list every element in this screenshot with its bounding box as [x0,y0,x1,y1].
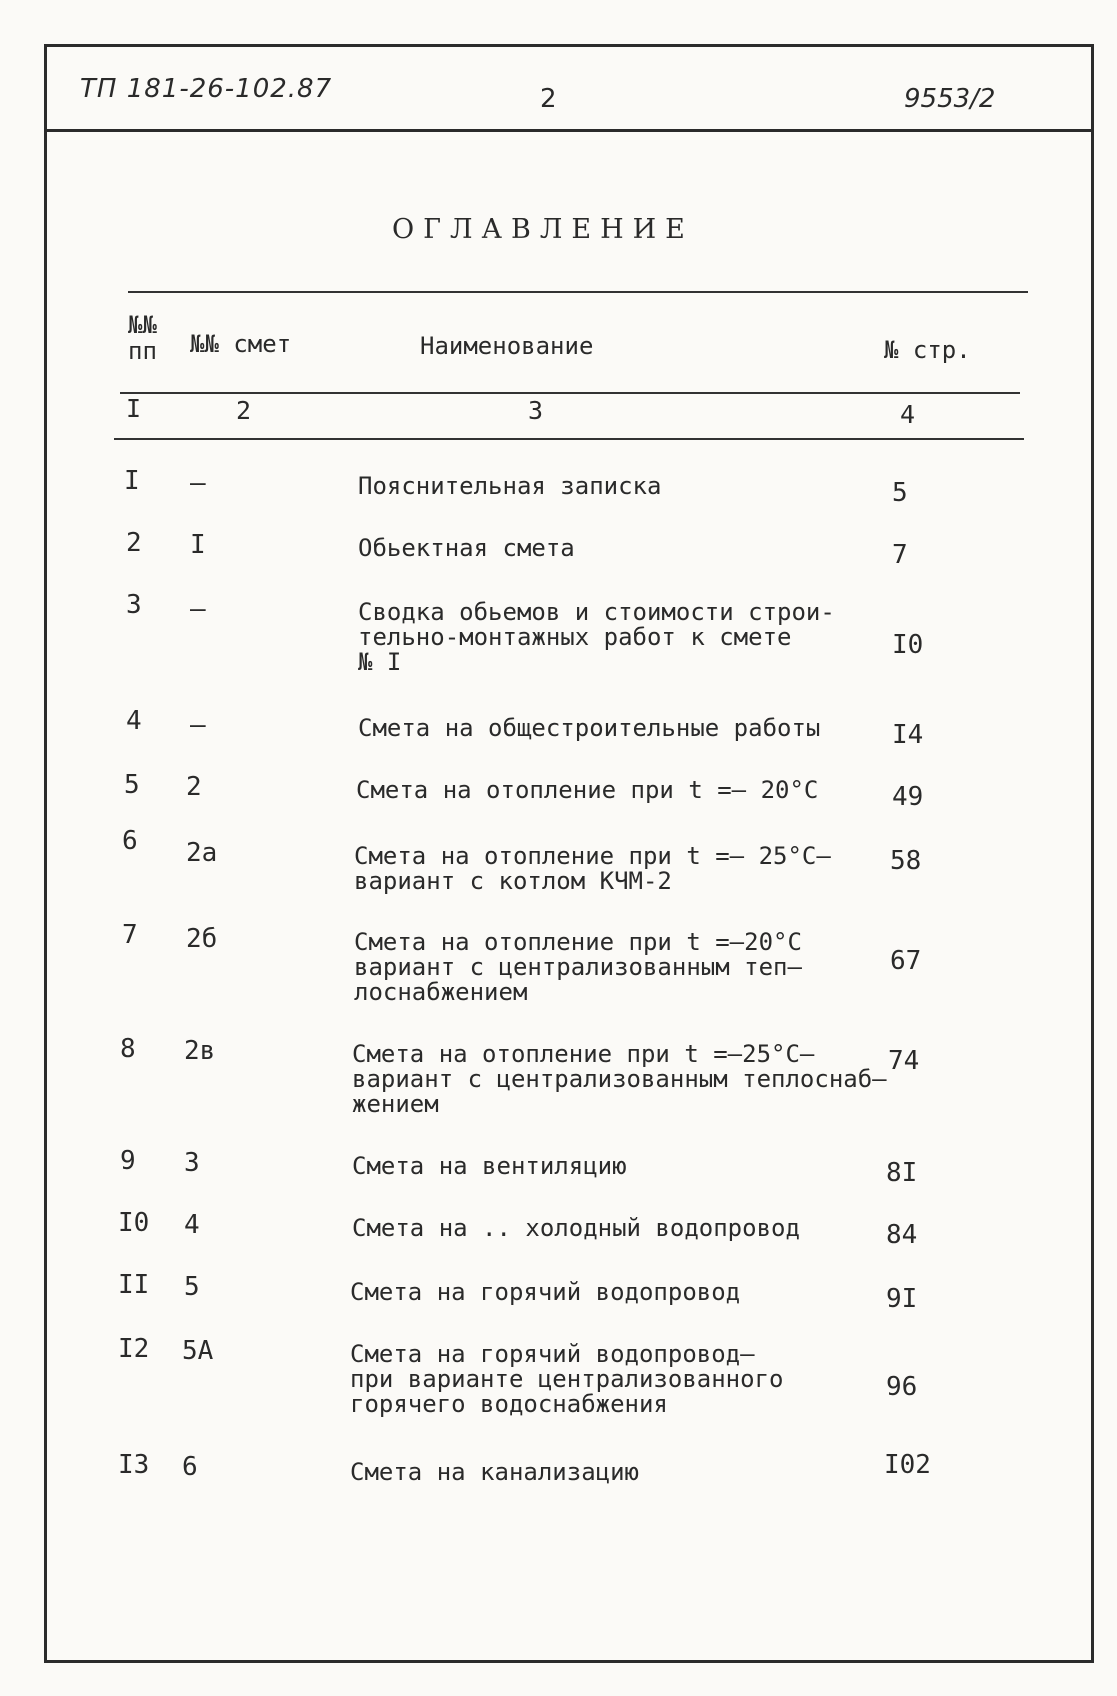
document-code: ТП 181-26-102.87 [80,74,333,104]
col-header-no: №№ пп [128,311,157,365]
table-row-page: 5 [892,478,908,508]
col-number-4: 4 [900,400,916,429]
table-row-smeta: – [190,710,206,740]
header-divider [44,129,1091,132]
col-header-name: Наименование [420,332,594,360]
table-row-page: 84 [886,1220,918,1250]
table-row-no: I3 [118,1450,150,1480]
table-row-no: 5 [124,770,140,800]
table-row-no: 4 [126,706,142,736]
table-row-name: Смета на .. холодный водопровод [352,1214,800,1242]
table-row-name: Смета на отопление при t =– 20°С [356,776,819,804]
table-row-page: I4 [892,720,924,750]
col-header-page: № стр. [884,336,971,364]
table-row-page: I0 [892,630,924,660]
col-number-2: 2 [236,396,252,425]
table-row-name: Смета на канализацию [350,1458,639,1486]
table-row-no: I [124,466,140,496]
table-row-no: 8 [120,1034,136,1064]
table-row-page: 58 [890,846,922,876]
table-row-no: I0 [118,1208,150,1238]
table-row-smeta: 2в [184,1036,216,1066]
table-row-smeta: – [190,468,206,498]
table-row-no: 9 [120,1146,136,1176]
table-row-no: 2 [126,528,142,558]
table-row-smeta: 3 [184,1148,200,1178]
table-row-name: Смета на горячий водопровод– при варианте централизованного горячего водоснабжения [350,1340,784,1418]
table-row-no: 7 [122,920,138,950]
table-row-smeta: 5А [182,1336,214,1366]
table-row-page: 67 [890,946,922,976]
col-number-1: I [126,394,142,423]
table-row-name: Сводка обьемов и стоимости строи- тельно-монтажных работ к смете № I [358,598,835,676]
table-row-smeta: 5 [184,1272,200,1302]
table-row-smeta: 4 [184,1210,200,1240]
page-number: 2 [540,84,557,114]
table-row-name: Смета на отопление при t =– 25°С– вариант с котлом КЧМ-2 [354,842,831,895]
page-title: ОГЛАВЛЕНИЕ [392,214,694,245]
table-row-page: 7 [892,540,908,570]
table-row-page: 96 [886,1372,918,1402]
table-row-name: Обьектная смета [358,534,575,562]
table-row-name: Смета на общестроительные работы [358,714,821,742]
table-row-no: 3 [126,590,142,620]
table-row-smeta: – [190,594,206,624]
table-row-page: I02 [884,1450,931,1480]
table-row-page: 9I [886,1284,918,1314]
table-header-rule [120,392,1020,394]
table-row-name: Смета на вентиляцию [352,1152,627,1180]
table-row-no: I2 [118,1334,150,1364]
col-number-3: 3 [528,396,544,425]
col-header-smeta: №№ смет [190,330,292,358]
table-numbers-rule [114,438,1024,440]
table-row-smeta: 6 [182,1452,198,1482]
table-row-smeta: 2б [186,924,218,954]
sheet-code: 9553/2 [904,84,996,114]
table-row-page: 49 [892,782,924,812]
table-row-smeta: 2 [186,772,202,802]
table-row-smeta: I [190,530,206,560]
table-row-no: 6 [122,826,138,856]
table-row-name: Смета на отопление при t =–25°С– вариант с централизованным теплоснаб– жением [352,1040,887,1118]
table-row-name: Смета на отопление при t =–20°С вариант с централизованным теп– лоснабжением [354,928,802,1006]
table-row-no: II [118,1270,150,1300]
table-top-rule [128,291,1028,293]
table-row-smeta: 2а [186,838,218,868]
table-row-name: Пояснительная записка [358,472,662,500]
table-row-page: 74 [888,1046,920,1076]
table-row-name: Смета на горячий водопровод [350,1278,741,1306]
table-row-page: 8I [886,1158,918,1188]
